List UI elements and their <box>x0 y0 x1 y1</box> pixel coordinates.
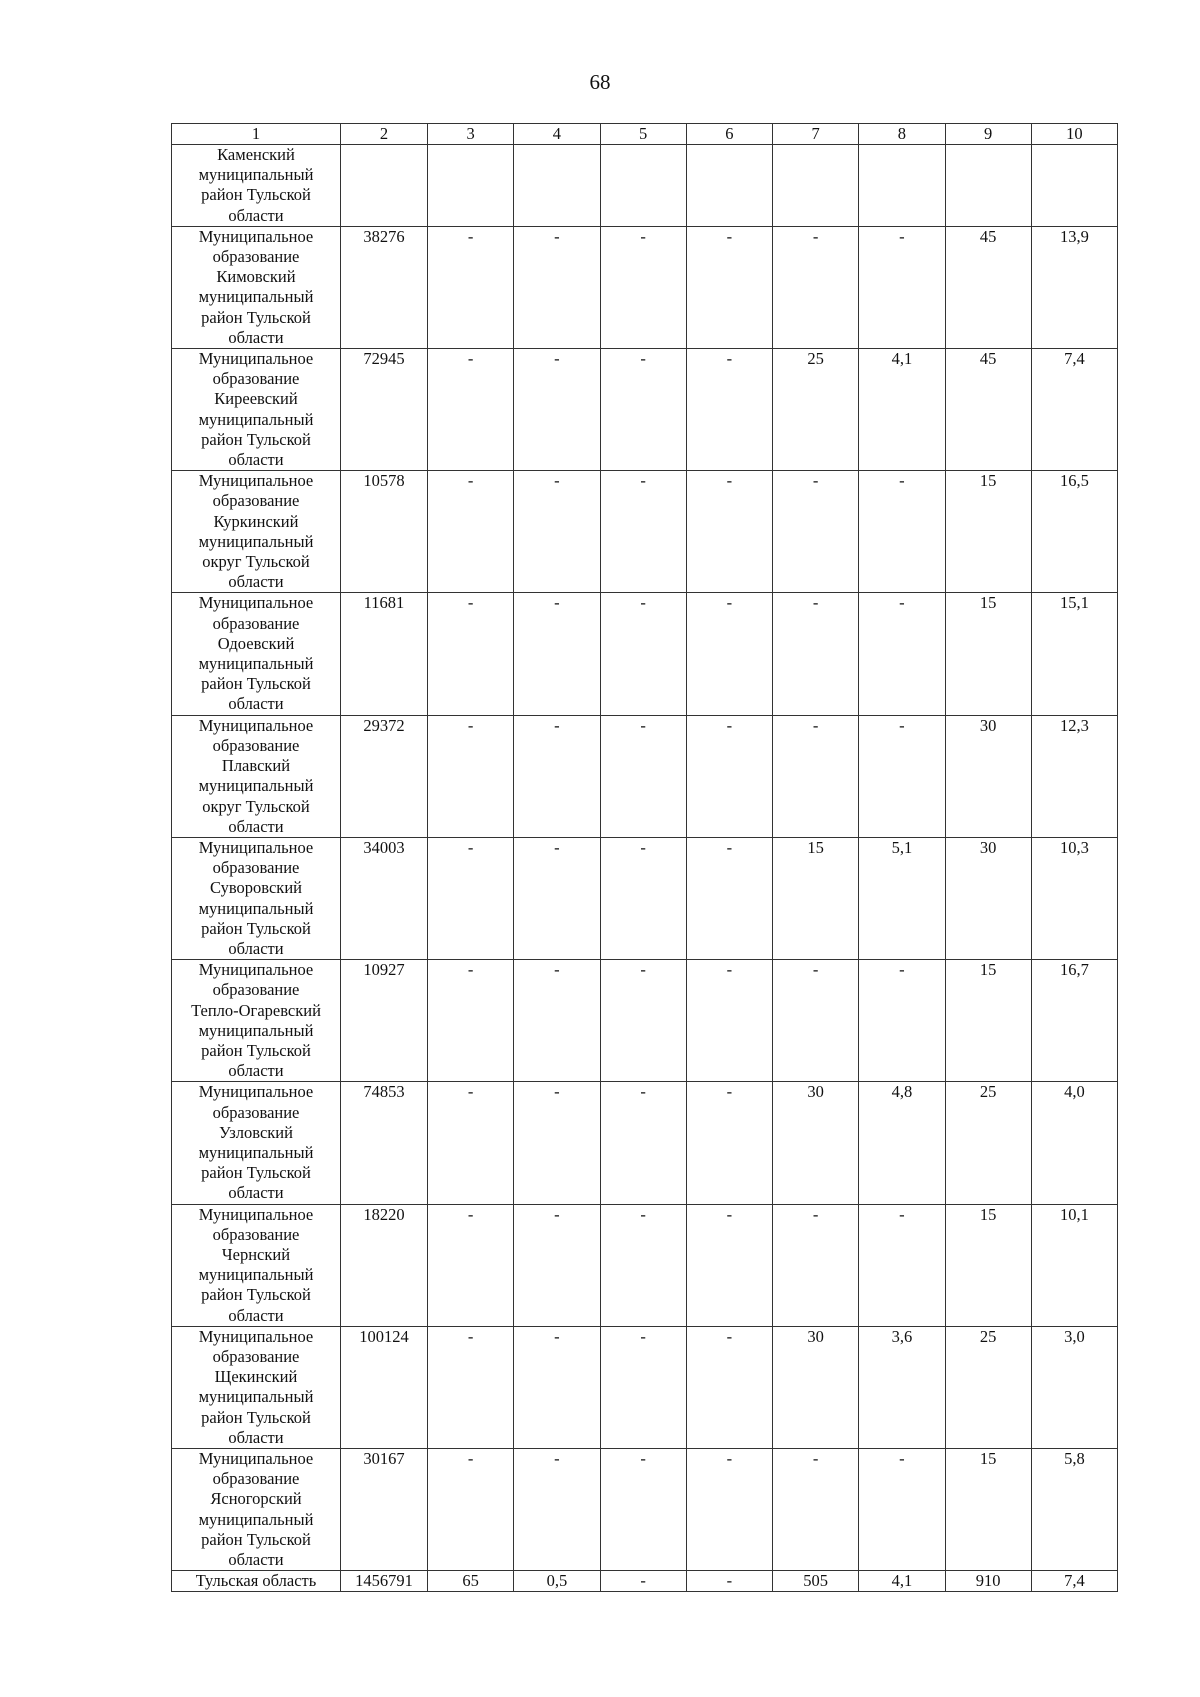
column-header: 3 <box>428 124 514 145</box>
value-cell: - <box>859 226 945 348</box>
column-header: 5 <box>600 124 686 145</box>
municipality-name-cell: Муниципальное образование Щекинский муниципальный район Тульской области <box>172 1326 341 1448</box>
value-cell: - <box>600 1326 686 1448</box>
value-cell: - <box>514 1326 600 1448</box>
table-row <box>172 1204 1118 1326</box>
value-cell: 3,0 <box>1031 1326 1117 1448</box>
value-cell: - <box>514 1204 600 1326</box>
value-cell: 15 <box>945 1204 1031 1326</box>
value-cell: 15 <box>945 593 1031 715</box>
value-cell: - <box>686 837 772 959</box>
value-cell: 30 <box>773 1082 859 1204</box>
value-cell: - <box>600 960 686 1082</box>
value-cell: 30 <box>773 1326 859 1448</box>
value-cell: - <box>428 226 514 348</box>
municipality-name-cell: Каменский муниципальный район Тульской области <box>172 145 341 227</box>
value-cell: - <box>514 1449 600 1571</box>
value-cell: - <box>600 349 686 471</box>
value-cell: 45 <box>945 349 1031 471</box>
total-value-cell: 4,1 <box>859 1571 945 1592</box>
value-cell: 4,1 <box>859 349 945 471</box>
value-cell: 15 <box>945 471 1031 593</box>
total-label-cell: Тульская область <box>172 1571 341 1592</box>
value-cell <box>773 145 859 227</box>
municipality-name-cell: Муниципальное образование Плавский муниципальный округ Тульской области <box>172 715 341 837</box>
value-cell: - <box>686 471 772 593</box>
value-cell: 10927 <box>341 960 428 1082</box>
value-cell: - <box>773 1449 859 1571</box>
value-cell <box>1031 145 1117 227</box>
table-row <box>172 960 1118 1082</box>
value-cell: - <box>428 1326 514 1448</box>
value-cell: 100124 <box>341 1326 428 1448</box>
value-cell: - <box>686 226 772 348</box>
total-value-cell: - <box>600 1571 686 1592</box>
value-cell: 7,4 <box>1031 349 1117 471</box>
value-cell: - <box>686 1082 772 1204</box>
value-cell: 15 <box>945 1449 1031 1571</box>
value-cell: - <box>600 837 686 959</box>
value-cell: 30 <box>945 837 1031 959</box>
value-cell: 11681 <box>341 593 428 715</box>
municipality-name-cell: Муниципальное образование Киреевский муниципальный район Тульской области <box>172 349 341 471</box>
value-cell: - <box>514 226 600 348</box>
column-header: 2 <box>341 124 428 145</box>
value-cell: - <box>859 715 945 837</box>
column-header: 7 <box>773 124 859 145</box>
value-cell: 10,1 <box>1031 1204 1117 1326</box>
value-cell <box>686 145 772 227</box>
column-number-row <box>172 124 1118 145</box>
value-cell: 4,8 <box>859 1082 945 1204</box>
value-cell: - <box>514 1082 600 1204</box>
value-cell: - <box>600 1204 686 1326</box>
value-cell: 25 <box>945 1326 1031 1448</box>
column-header: 1 <box>172 124 341 145</box>
total-value-cell: 505 <box>773 1571 859 1592</box>
total-value-cell: - <box>686 1571 772 1592</box>
value-cell: - <box>428 837 514 959</box>
value-cell: - <box>428 1082 514 1204</box>
table-row <box>172 1326 1118 1448</box>
value-cell: - <box>600 1082 686 1204</box>
table-row <box>172 349 1118 471</box>
value-cell: 13,9 <box>1031 226 1117 348</box>
value-cell: - <box>686 1449 772 1571</box>
column-header: 9 <box>945 124 1031 145</box>
value-cell: - <box>686 715 772 837</box>
value-cell: 45 <box>945 226 1031 348</box>
value-cell: 16,7 <box>1031 960 1117 1082</box>
value-cell: 72945 <box>341 349 428 471</box>
municipality-name-cell: Муниципальное образование Ясногорский муниципальный район Тульской области <box>172 1449 341 1571</box>
value-cell: - <box>428 471 514 593</box>
value-cell: 12,3 <box>1031 715 1117 837</box>
total-value-cell: 65 <box>428 1571 514 1592</box>
value-cell: - <box>600 226 686 348</box>
value-cell: - <box>428 1449 514 1571</box>
value-cell: - <box>514 471 600 593</box>
value-cell: - <box>773 1204 859 1326</box>
value-cell: - <box>600 715 686 837</box>
value-cell: 15,1 <box>1031 593 1117 715</box>
value-cell: - <box>859 1449 945 1571</box>
table-row <box>172 471 1118 593</box>
value-cell: - <box>514 593 600 715</box>
value-cell: - <box>773 226 859 348</box>
value-cell: - <box>428 593 514 715</box>
total-value-cell: 910 <box>945 1571 1031 1592</box>
municipality-name-cell: Муниципальное образование Одоевский муниципальный район Тульской области <box>172 593 341 715</box>
table-row <box>172 226 1118 348</box>
value-cell: 30167 <box>341 1449 428 1571</box>
total-row <box>172 1571 1118 1592</box>
value-cell: - <box>514 837 600 959</box>
value-cell: 5,8 <box>1031 1449 1117 1571</box>
value-cell: 4,0 <box>1031 1082 1117 1204</box>
value-cell: 15 <box>773 837 859 959</box>
value-cell: 16,5 <box>1031 471 1117 593</box>
municipality-name-cell: Муниципальное образование Узловский муниципальный район Тульской области <box>172 1082 341 1204</box>
value-cell: 38276 <box>341 226 428 348</box>
municipality-name-cell: Муниципальное образование Тепло-Огаревский муниципальный район Тульской области <box>172 960 341 1082</box>
value-cell <box>514 145 600 227</box>
value-cell: - <box>773 593 859 715</box>
value-cell: - <box>428 349 514 471</box>
total-value-cell: 7,4 <box>1031 1571 1117 1592</box>
value-cell <box>600 145 686 227</box>
value-cell: - <box>428 715 514 837</box>
value-cell: - <box>686 593 772 715</box>
value-cell: 18220 <box>341 1204 428 1326</box>
municipality-name-cell: Муниципальное образование Куркинский муниципальный округ Тульской области <box>172 471 341 593</box>
value-cell: 10578 <box>341 471 428 593</box>
municipality-name-cell: Муниципальное образование Суворовский муниципальный район Тульской области <box>172 837 341 959</box>
municipality-name-cell: Муниципальное образование Чернский муниципальный район Тульской области <box>172 1204 341 1326</box>
value-cell: - <box>600 593 686 715</box>
total-value-cell: 1456791 <box>341 1571 428 1592</box>
value-cell <box>859 145 945 227</box>
value-cell: - <box>859 471 945 593</box>
value-cell: - <box>514 349 600 471</box>
value-cell: 10,3 <box>1031 837 1117 959</box>
value-cell: 29372 <box>341 715 428 837</box>
value-cell: - <box>686 1204 772 1326</box>
value-cell: - <box>773 471 859 593</box>
table-row <box>172 837 1118 959</box>
table-row <box>172 1449 1118 1571</box>
value-cell: - <box>514 715 600 837</box>
value-cell: - <box>686 960 772 1082</box>
column-header: 4 <box>514 124 600 145</box>
table-row <box>172 593 1118 715</box>
value-cell: - <box>859 960 945 1082</box>
value-cell: - <box>773 715 859 837</box>
value-cell <box>945 145 1031 227</box>
value-cell: - <box>773 960 859 1082</box>
value-cell: - <box>859 593 945 715</box>
value-cell: 25 <box>945 1082 1031 1204</box>
table-row <box>172 715 1118 837</box>
value-cell: - <box>859 1204 945 1326</box>
value-cell: 74853 <box>341 1082 428 1204</box>
value-cell: - <box>686 1326 772 1448</box>
column-header: 8 <box>859 124 945 145</box>
value-cell <box>428 145 514 227</box>
data-table <box>171 123 1118 1592</box>
value-cell: - <box>600 471 686 593</box>
value-cell: - <box>514 960 600 1082</box>
value-cell: 15 <box>945 960 1031 1082</box>
value-cell: 3,6 <box>859 1326 945 1448</box>
value-cell: 5,1 <box>859 837 945 959</box>
column-header: 6 <box>686 124 772 145</box>
page-number: 68 <box>589 70 611 94</box>
value-cell: - <box>428 960 514 1082</box>
value-cell: 34003 <box>341 837 428 959</box>
value-cell: - <box>600 1449 686 1571</box>
value-cell <box>341 145 428 227</box>
municipality-name-cell: Муниципальное образование Кимовский муниципальный район Тульской области <box>172 226 341 348</box>
value-cell: 25 <box>773 349 859 471</box>
table-row <box>172 1082 1118 1204</box>
value-cell: - <box>428 1204 514 1326</box>
column-header: 10 <box>1031 124 1117 145</box>
table-row <box>172 145 1118 227</box>
total-value-cell: 0,5 <box>514 1571 600 1592</box>
value-cell: - <box>686 349 772 471</box>
value-cell: 30 <box>945 715 1031 837</box>
